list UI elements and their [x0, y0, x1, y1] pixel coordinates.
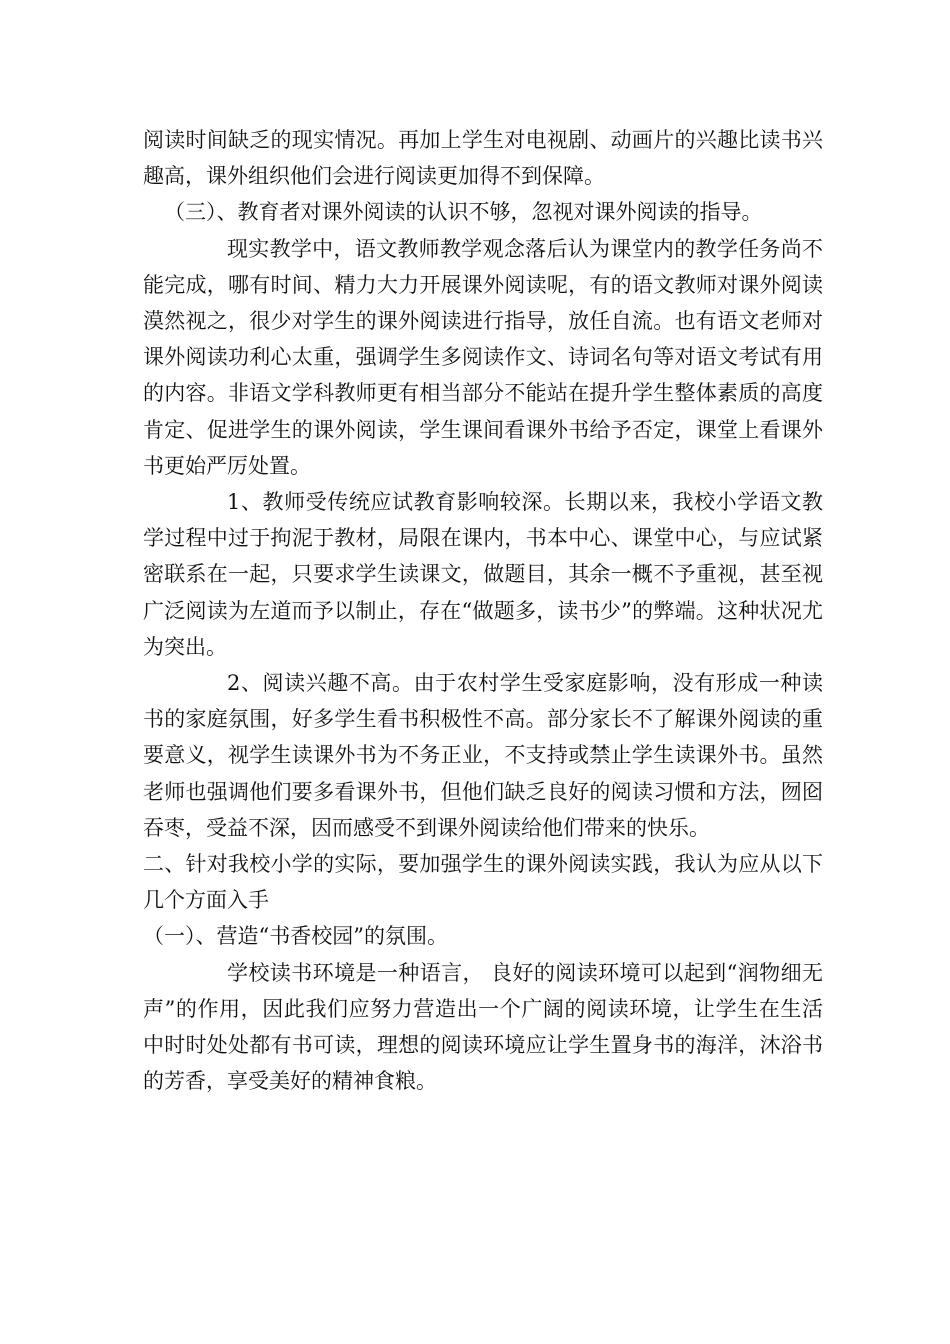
paragraph-reading-environment: 学校读书环境是一种语言， 良好的阅读环境可以起到“润物细无声”的作用，因此我们应努力营造出一个广阔的阅读环境，让学生在生活中时时处处都有书可读，理想的阅读环境应让学生置身书的海洋，沐浴书的芳香，享受美好的精神食粮。 — [143, 960, 823, 1094]
subheading-three: （三）、教育者对课外阅读的认识不够，忽视对课外阅读的指导。 — [164, 200, 763, 225]
subheading-one: （一）、营造“书香校园”的氛围。 — [143, 924, 448, 949]
paragraph-point-1: 1、教师受传统应试教育影响较深。长期以来，我校小学语文教学过程中过于拘泥于教材，局限在课内，书本中心、课堂中心，与应试紧密联系在一起，只要求学生读课文，做题目，其余一概不予重视，甚至视广泛阅读为左道而予以制止，存在“做题多，读书少”的弊端。这种状况尤为突出。 — [143, 490, 823, 659]
section-heading-two: 二、针对我校小学的实际，要加强学生的课外阅读实践，我认为应从以下几个方面入手 — [143, 852, 823, 913]
paragraph-teaching-reality: 现实教学中，语文教师教学观念落后认为课堂内的教学任务尚不能完成，哪有时间、精力大力开展课外阅读呢，有的语文教师对课外阅读漠然视之，很少对学生的课外阅读进行指导，放任自流。也有语文老师对课外阅读功利心太重，强调学生多阅读作文、诗词名句等对语文考试有用的内容。非语文学科教师更有相当部分不能站在提升学生整体素质的高度肯定、促进学生的课外阅读，学生课间看课外书给予否定，课堂上看课外书更始严厉处置。 — [143, 236, 823, 478]
document-page — [143, 122, 823, 1099]
paragraph-point-2: 2、阅读兴趣不高。由于农村学生受家庭影响，没有形成一种读书的家庭氛围，好多学生看书积极性不高。部分家长不了解课外阅读的重要意义，视学生读课外书为不务正业，不支持或禁止学生读课外书。虽然老师也强调他们要多看课外书，但他们缺乏良好的阅读习惯和方法，囫囵吞枣，受益不深，因而感受不到课外阅读给他们带来的快乐。 — [143, 671, 823, 840]
paragraph-continuation: 阅读时间缺乏的现实情况。再加上学生对电视剧、动画片的兴趣比读书兴趣高，课外组织他们会进行阅读更加得不到保障。 — [143, 128, 823, 189]
